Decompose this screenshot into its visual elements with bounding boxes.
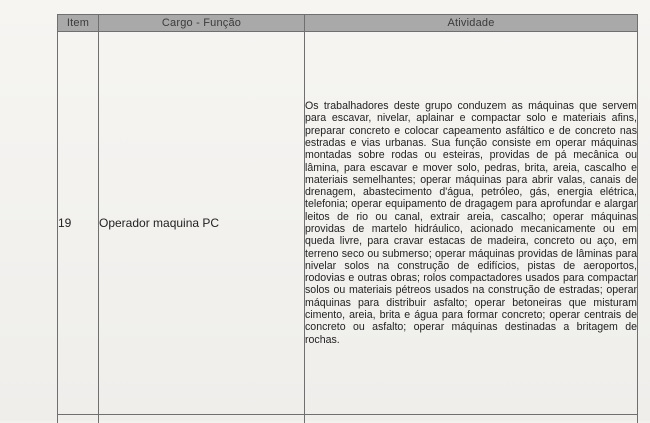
table-row	[58, 32, 638, 415]
empty-cell	[58, 415, 99, 423]
empty-cell	[305, 415, 638, 423]
table-row-partial	[58, 415, 638, 423]
table-header	[58, 15, 638, 32]
item-number: 19	[58, 32, 99, 415]
header-row	[58, 15, 638, 32]
activity-table	[57, 14, 638, 423]
cargo-funcao: Operador maquina PC	[99, 32, 305, 415]
empty-cell	[99, 415, 305, 423]
header-atividade: Atividade	[305, 15, 638, 32]
atividade-description: Os trabalhadores deste grupo conduzem as máquinas que servem para escavar, nivelar, aplainar e compactar solo e materiais afins, preparar concreto e colocar capeamento asfáltico e de concreto nas estradas e vias urbanas. Sua função consiste em operar máquinas montadas sobre rodas ou esteiras, providas de pá mecânica ou lâmina, para escavar e mover solo, pedras, brita, areia, cascalho e materiais semelhantes; operar máquinas para abrir valas, canais de drenagem, abastecimento d'água, petróleo, gás, energia elétrica, telefonia; operar equipamento de dragagem para aprofundar e alargar leitos de rio ou canal, extrair areia, cascalho; operar máquinas providas de martelo hidráulico, acionado mecanicamente ou em queda livre, para cravar estacas de madeira, concreto ou aço, em terreno seco ou submerso; operar máquinas providas de lâminas para nivelar solos na construção de edifícios, pistas de aeroportos, rodovias e outras obras; rolos compactadores usados para compactar solos ou materiais pétreos usados na construção de estradas; operar máquinas para distribuir asfalto; operar betoneiras que misturam cimento, areia, brita e água para formar concreto; operar centrais de concreto ou asfalto; operar máquinas destinadas a britagem de rochas.	[305, 100, 637, 346]
header-cargo-funcao: Cargo - Função	[99, 15, 305, 32]
header-item: Item	[58, 15, 99, 32]
atividade-cell	[305, 32, 638, 415]
table-body	[58, 32, 638, 423]
